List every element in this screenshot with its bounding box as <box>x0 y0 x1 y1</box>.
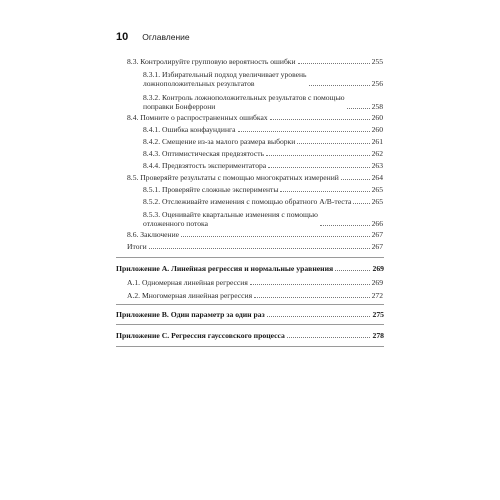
toc-leader-dots <box>287 337 371 338</box>
toc-entry-page: 255 <box>371 57 383 66</box>
toc-entry-8-5-1[interactable] <box>143 185 383 194</box>
toc-entry-page: 258 <box>371 102 383 111</box>
toc-entry-appendix-c[interactable] <box>116 331 384 340</box>
toc-entry-text: 8.4.4. Предвзятость экспериментатора <box>143 161 267 170</box>
toc-leader-dots <box>353 203 369 204</box>
toc-entry-8-5[interactable] <box>127 173 383 182</box>
toc-leader-dots <box>309 85 370 86</box>
toc-entry-text: Итоги <box>127 242 147 251</box>
toc-entry-summary[interactable] <box>127 242 383 251</box>
toc-entry-text: 8.5.3. Оценивайте квартальные изменения с помощью отложенного потока <box>143 210 318 228</box>
toc-leader-dots <box>254 297 370 298</box>
toc-entry-8-4-2[interactable] <box>143 137 383 146</box>
toc-entry-8-3-2[interactable] <box>143 93 383 111</box>
toc-leader-dots <box>149 248 370 249</box>
toc-entry-page: 260 <box>371 113 383 122</box>
toc-entry-text: Приложение А. Линейная регрессия и нормальные уравнения <box>116 264 334 273</box>
toc-entry-text: Приложение B. Один параметр за один раз <box>116 310 265 319</box>
toc-entry-page: 267 <box>371 230 383 239</box>
toc-entry-8-4[interactable] <box>127 113 383 122</box>
toc-leader-dots <box>347 108 370 109</box>
toc-entry-text: Приложение C. Регрессия гауссовского процесса <box>116 331 285 340</box>
toc-entry-8-3-1[interactable] <box>143 70 383 88</box>
toc-entry-text: 8.5.2. Отслеживайте изменения с помощью обратного A/B-теста <box>143 197 352 206</box>
toc-entry-page: 269 <box>371 278 383 287</box>
toc-entry-text: 8.4.2. Смещение из-за малого размера выборки <box>143 137 296 146</box>
toc-entry-page: 265 <box>371 185 383 194</box>
section-divider <box>116 304 384 305</box>
toc-entry-page: 262 <box>371 149 383 158</box>
toc-entry-page: 263 <box>371 161 383 170</box>
toc-entry-8-6[interactable] <box>127 230 383 239</box>
toc-entry-a-1[interactable] <box>127 278 383 287</box>
toc-entry-8-4-4[interactable] <box>143 161 383 170</box>
toc-entry-page: 269 <box>372 264 384 273</box>
section-divider <box>116 346 384 347</box>
toc-entry-page: 264 <box>371 173 383 182</box>
toc-entry-text: 8.4.1. Ошибка конфаундинга <box>143 125 236 134</box>
toc-entry-text: 8.3. Контролируйте групповую вероятность ошибки <box>127 57 296 66</box>
toc-entry-8-5-3[interactable] <box>143 210 383 228</box>
toc-leader-dots <box>335 270 370 271</box>
toc-entry-text: 8.6. Заключение <box>127 230 180 239</box>
toc-entry-text: 8.4.3. Оптимистическая предвзятость <box>143 149 265 158</box>
toc-entry-8-4-1[interactable] <box>143 125 383 134</box>
toc-entry-page: 272 <box>371 291 383 300</box>
toc-entry-text: 8.5. Проверяйте результаты с помощью многократных измерений <box>127 173 339 182</box>
toc-entry-appendix-b[interactable] <box>116 310 384 319</box>
section-divider <box>116 257 384 258</box>
section-divider <box>116 324 384 325</box>
toc-entry-text: 8.5.1. Проверяйте сложные эксперименты <box>143 185 279 194</box>
toc-entry-page: 278 <box>372 331 384 340</box>
toc-leader-dots <box>280 191 369 192</box>
toc-entry-8-3[interactable] <box>127 57 383 66</box>
toc-leader-dots <box>320 225 370 226</box>
toc-entry-text: А.1. Одномерная линейная регрессия <box>127 278 248 287</box>
toc-entry-page: 267 <box>371 242 383 251</box>
toc-leader-dots <box>298 63 370 64</box>
toc-leader-dots <box>270 119 370 120</box>
toc-entry-text: А.2. Многомерная линейная регрессия <box>127 291 253 300</box>
toc-entry-a-2[interactable] <box>127 291 383 300</box>
toc-leader-dots <box>250 284 370 285</box>
toc-leader-dots <box>297 143 369 144</box>
page-number: 10 <box>116 31 129 43</box>
toc-entry-page: 261 <box>371 137 383 146</box>
toc-entry-page: 256 <box>371 79 383 88</box>
toc-entry-appendix-a[interactable] <box>116 264 384 273</box>
toc-entry-text: 8.4. Помните о распространенных ошибках <box>127 113 268 122</box>
toc-entry-8-4-3[interactable] <box>143 149 383 158</box>
toc-entry-page: 275 <box>372 310 384 319</box>
toc-leader-dots <box>238 131 370 132</box>
toc-leader-dots <box>267 316 371 317</box>
toc-entry-text: 8.3.2. Контроль ложноположительных результатов с помощью поправки Бонферрони <box>143 93 345 111</box>
toc-leader-dots <box>181 236 370 237</box>
toc-entry-page: 260 <box>371 125 383 134</box>
toc-leader-dots <box>341 179 370 180</box>
toc-entry-text: 8.3.1. Избирательный подход увеличивает уровень ложноположительных результатов <box>143 70 307 88</box>
toc-entry-page: 266 <box>371 219 383 228</box>
running-head-title: Оглавление <box>142 32 190 42</box>
toc-leader-dots <box>268 167 369 168</box>
toc-entry-page: 265 <box>371 197 383 206</box>
toc-leader-dots <box>266 155 370 156</box>
toc-entry-8-5-2[interactable] <box>143 197 383 206</box>
